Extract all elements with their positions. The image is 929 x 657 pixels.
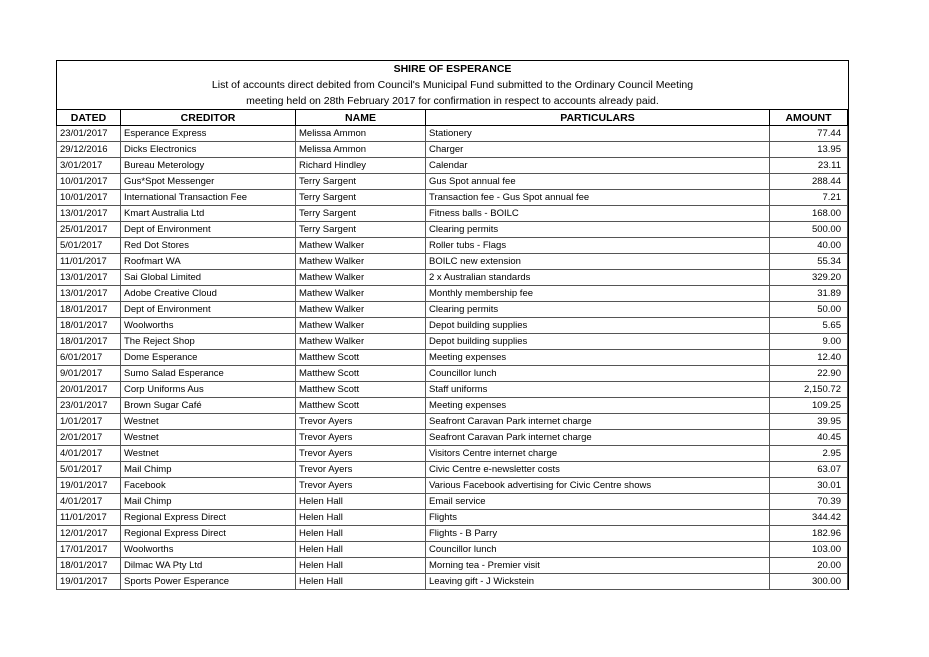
amount-cell: 2,150.72 [770,382,848,398]
particulars-cell: Leaving gift - J Wickstein [426,574,770,590]
dated-cell: 5/01/2017 [57,238,121,254]
particulars-cell: Seafront Caravan Park internet charge [426,414,770,430]
name-cell: Mathew Walker [296,286,426,302]
creditor-cell: Dept of Environment [121,222,296,238]
amount-cell: 22.90 [770,366,848,382]
creditor-cell: Westnet [121,430,296,446]
dated-cell: 18/01/2017 [57,334,121,350]
dated-cell: 2/01/2017 [57,430,121,446]
creditor-cell: Westnet [121,446,296,462]
table-row [57,430,848,446]
creditor-cell: Dicks Electronics [121,142,296,158]
table-row [57,510,848,526]
name-cell: Terry Sargent [296,190,426,206]
dated-cell: 10/01/2017 [57,174,121,190]
name-cell: Mathew Walker [296,318,426,334]
particulars-cell: Depot building supplies [426,334,770,350]
amount-cell: 182.96 [770,526,848,542]
amount-cell: 2.95 [770,446,848,462]
name-cell: Terry Sargent [296,174,426,190]
table-row [57,334,848,350]
name-cell: Terry Sargent [296,222,426,238]
amount-cell: 20.00 [770,558,848,574]
particulars-cell: Email service [426,494,770,510]
dated-cell: 11/01/2017 [57,510,121,526]
creditor-cell: Esperance Express [121,126,296,142]
particulars-cell: Clearing permits [426,302,770,318]
creditor-cell: Sai Global Limited [121,270,296,286]
table-row [57,526,848,542]
table-row [57,350,848,366]
table-header-row [57,110,848,126]
dated-cell: 6/01/2017 [57,350,121,366]
column-header-name: NAME [296,110,426,126]
name-cell: Trevor Ayers [296,462,426,478]
creditor-cell: Mail Chimp [121,462,296,478]
accounts-table [56,109,848,590]
table-row [57,542,848,558]
particulars-cell: 2 x Australian standards [426,270,770,286]
creditor-cell: Woolworths [121,318,296,334]
amount-cell: 288.44 [770,174,848,190]
creditor-cell: Westnet [121,414,296,430]
amount-cell: 344.42 [770,510,848,526]
dated-cell: 13/01/2017 [57,286,121,302]
table-row [57,238,848,254]
dated-cell: 5/01/2017 [57,462,121,478]
particulars-cell: Charger [426,142,770,158]
dated-cell: 11/01/2017 [57,254,121,270]
dated-cell: 23/01/2017 [57,126,121,142]
dated-cell: 12/01/2017 [57,526,121,542]
particulars-cell: Stationery [426,126,770,142]
creditor-cell: Mail Chimp [121,494,296,510]
table-body [57,126,848,590]
particulars-cell: Meeting expenses [426,398,770,414]
amount-cell: 168.00 [770,206,848,222]
table-row [57,574,848,590]
sheet-title: SHIRE OF ESPERANCE [393,63,512,75]
column-header-amount: AMOUNT [770,110,848,126]
amount-cell: 12.40 [770,350,848,366]
column-header-dated: DATED [57,110,121,126]
creditor-cell: International Transaction Fee [121,190,296,206]
creditor-cell: Roofmart WA [121,254,296,270]
table-row [57,142,848,158]
amount-cell: 500.00 [770,222,848,238]
table-row [57,174,848,190]
dated-cell: 25/01/2017 [57,222,121,238]
dated-cell: 4/01/2017 [57,494,121,510]
creditor-cell: Dome Esperance [121,350,296,366]
name-cell: Helen Hall [296,542,426,558]
dated-cell: 9/01/2017 [57,366,121,382]
creditor-cell: Corp Uniforms Aus [121,382,296,398]
amount-cell: 70.39 [770,494,848,510]
amount-cell: 5.65 [770,318,848,334]
name-cell: Helen Hall [296,574,426,590]
creditor-cell: Kmart Australia Ltd [121,206,296,222]
table-row [57,478,848,494]
particulars-cell: Flights - B Parry [426,526,770,542]
amount-cell: 55.34 [770,254,848,270]
name-cell: Melissa Ammon [296,126,426,142]
creditor-cell: Woolworths [121,542,296,558]
dated-cell: 19/01/2017 [57,574,121,590]
dated-cell: 18/01/2017 [57,558,121,574]
name-cell: Mathew Walker [296,254,426,270]
particulars-cell: Seafront Caravan Park internet charge [426,430,770,446]
amount-cell: 329.20 [770,270,848,286]
name-cell: Melissa Ammon [296,142,426,158]
amount-cell: 50.00 [770,302,848,318]
column-header-creditor: CREDITOR [121,110,296,126]
sheet-subtitle-line2: meeting held on 28th February 2017 for confirmation in respect to accounts already paid. [246,95,659,107]
amount-cell: 31.89 [770,286,848,302]
name-cell: Helen Hall [296,558,426,574]
particulars-cell: Clearing permits [426,222,770,238]
name-cell: Matthew Scott [296,382,426,398]
amount-cell: 300.00 [770,574,848,590]
column-header-particulars: PARTICULARS [426,110,770,126]
table-row [57,414,848,430]
dated-cell: 1/01/2017 [57,414,121,430]
dated-cell: 18/01/2017 [57,302,121,318]
creditor-cell: Dilmac WA Pty Ltd [121,558,296,574]
name-cell: Trevor Ayers [296,414,426,430]
amount-cell: 63.07 [770,462,848,478]
dated-cell: 13/01/2017 [57,270,121,286]
table-row [57,158,848,174]
dated-cell: 17/01/2017 [57,542,121,558]
particulars-cell: Staff uniforms [426,382,770,398]
particulars-cell: Various Facebook advertising for Civic Centre shows [426,478,770,494]
creditor-cell: Dept of Environment [121,302,296,318]
dated-cell: 20/01/2017 [57,382,121,398]
particulars-cell: Transaction fee - Gus Spot annual fee [426,190,770,206]
table-row [57,270,848,286]
particulars-cell: Civic Centre e-newsletter costs [426,462,770,478]
particulars-cell: Visitors Centre internet charge [426,446,770,462]
amount-cell: 13.95 [770,142,848,158]
creditor-cell: Regional Express Direct [121,526,296,542]
name-cell: Matthew Scott [296,366,426,382]
amount-cell: 7.21 [770,190,848,206]
table-row [57,318,848,334]
particulars-cell: Morning tea - Premier visit [426,558,770,574]
name-cell: Mathew Walker [296,238,426,254]
name-cell: Mathew Walker [296,302,426,318]
creditor-cell: Brown Sugar Café [121,398,296,414]
dated-cell: 23/01/2017 [57,398,121,414]
table-row [57,558,848,574]
creditor-cell: Regional Express Direct [121,510,296,526]
dated-cell: 29/12/2016 [57,142,121,158]
amount-cell: 39.95 [770,414,848,430]
sheet-subtitle-line1: List of accounts direct debited from Council's Municipal Fund submitted to the Ordinary Council Meeting [211,79,694,91]
accounts-sheet [56,60,849,590]
particulars-cell: Flights [426,510,770,526]
particulars-cell: Meeting expenses [426,350,770,366]
table-row [57,254,848,270]
creditor-cell: Sumo Salad Esperance [121,366,296,382]
creditor-cell: Gus*Spot Messenger [121,174,296,190]
particulars-cell: Councillor lunch [426,366,770,382]
creditor-cell: Bureau Meterology [121,158,296,174]
amount-cell: 40.00 [770,238,848,254]
amount-cell: 9.00 [770,334,848,350]
amount-cell: 109.25 [770,398,848,414]
dated-cell: 3/01/2017 [57,158,121,174]
name-cell: Helen Hall [296,510,426,526]
table-row [57,190,848,206]
dated-cell: 19/01/2017 [57,478,121,494]
name-cell: Trevor Ayers [296,478,426,494]
table-row [57,462,848,478]
name-cell: Richard Hindley [296,158,426,174]
particulars-cell: Depot building supplies [426,318,770,334]
table-row [57,126,848,142]
amount-cell: 103.00 [770,542,848,558]
table-row [57,366,848,382]
table-row [57,382,848,398]
particulars-cell: Calendar [426,158,770,174]
name-cell: Mathew Walker [296,334,426,350]
table-row [57,398,848,414]
particulars-cell: Councillor lunch [426,542,770,558]
dated-cell: 18/01/2017 [57,318,121,334]
creditor-cell: Facebook [121,478,296,494]
dated-cell: 4/01/2017 [57,446,121,462]
amount-cell: 23.11 [770,158,848,174]
table-row [57,302,848,318]
table-row [57,206,848,222]
creditor-cell: The Reject Shop [121,334,296,350]
name-cell: Matthew Scott [296,398,426,414]
creditor-cell: Adobe Creative Cloud [121,286,296,302]
name-cell: Trevor Ayers [296,446,426,462]
name-cell: Helen Hall [296,526,426,542]
name-cell: Helen Hall [296,494,426,510]
creditor-cell: Red Dot Stores [121,238,296,254]
particulars-cell: BOILC new extension [426,254,770,270]
name-cell: Matthew Scott [296,350,426,366]
name-cell: Terry Sargent [296,206,426,222]
table-row [57,222,848,238]
amount-cell: 30.01 [770,478,848,494]
particulars-cell: Gus Spot annual fee [426,174,770,190]
dated-cell: 10/01/2017 [57,190,121,206]
particulars-cell: Fitness balls - BOILC [426,206,770,222]
name-cell: Trevor Ayers [296,430,426,446]
name-cell: Mathew Walker [296,270,426,286]
table-row [57,286,848,302]
dated-cell: 13/01/2017 [57,206,121,222]
particulars-cell: Monthly membership fee [426,286,770,302]
amount-cell: 40.45 [770,430,848,446]
table-row [57,494,848,510]
amount-cell: 77.44 [770,126,848,142]
creditor-cell: Sports Power Esperance [121,574,296,590]
particulars-cell: Roller tubs - Flags [426,238,770,254]
table-row [57,446,848,462]
